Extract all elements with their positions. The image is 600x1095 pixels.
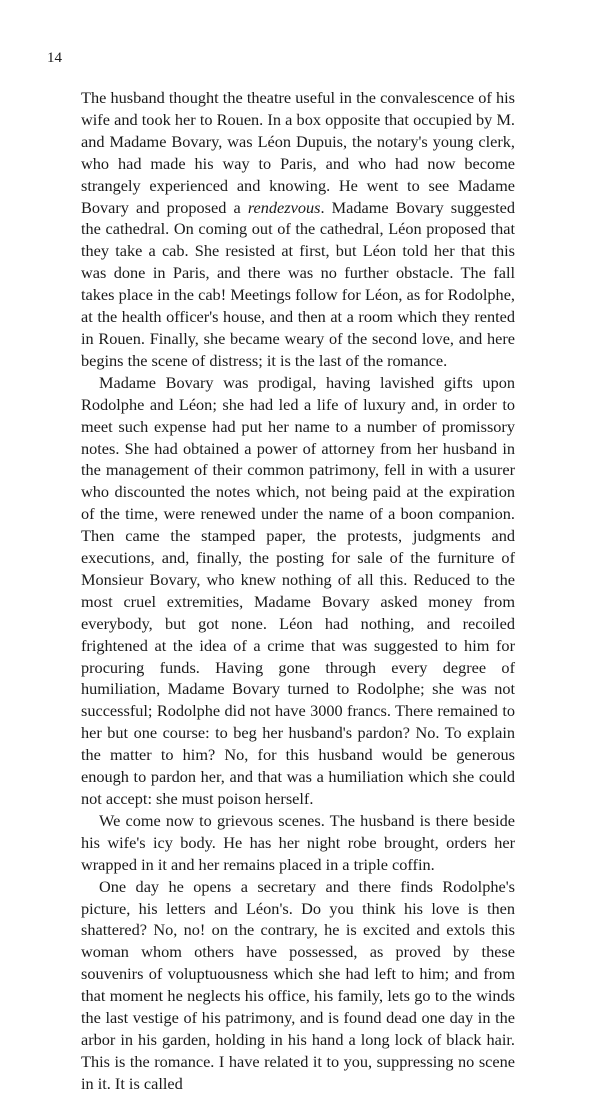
page-number: 14 bbox=[47, 50, 62, 66]
paragraph-3-text: We come now to grievous scenes. The husband is there beside his wife's icy body. He has her night robe brought, orders her wrapped in it and her remains placed in a triple coffin. bbox=[81, 810, 515, 874]
paragraph-3 bbox=[81, 810, 515, 876]
paragraph-4-text: One day he opens a secretary and there finds Rodolphe's picture, his letters and Léon's. Do you think his love is then shattered? No, no! on the contrary, he is excited and extols this woman whom others have possessed, as proved by these souvenirs of voluptuousness which she had left to him; and from that moment he neglects his office, his family, lets go to the winds the last vestige of his patrimony, and is found dead one day in the arbor in his garden, holding in his hand a long lock of black hair. This is the romance. I have related it to you, suppressing no scene in it. It is called bbox=[81, 876, 515, 1093]
paragraph-2 bbox=[81, 372, 515, 810]
paragraph-1-text-cont: . Madame Bovary suggested the cathedral. On coming out of the cathedral, Léon proposed that they take a cab. She resisted at first, but Léon told her that this was done in Paris, and there was no further obstacle. The fall takes place in the cab! Meetings follow for Léon, as for Rodolphe, at the health officer's house, and then at a room which they rented in Rouen. Finally, she became weary of the second love, and here begins the scene of distress; it is the last of the romance. bbox=[81, 197, 515, 370]
paragraph-2-text: Madame Bovary was prodigal, having lavished gifts upon Rodolphe and Léon; she had led a life of luxury and, in order to meet such expense had put her name to a number of promissory notes. She had obtained a power of attorney from her husband in the management of their common patrimony, fell in with a usurer who discounted the notes which, not being paid at the expiration of the time, were renewed under the name of a boon companion. Then came the stamped paper, the protests, judgments and executions, and, finally, the posting for sale of the furniture of Monsieur Bovary, who knew nothing of all this. Reduced to the most cruel extremities, Madame Bovary asked money from everybody, but got none. Léon had nothing, and recoiled frightened at the idea of a crime that was suggested to him for procuring funds. Having gone through every degree of humiliation, Madame Bovary turned to Rodolphe; she was not successful; Rodolphe did not have 3000 francs. There remained to her but one course: to beg her husband's pardon? No. To explain the matter to him? No, for this husband would be generous enough to pardon her, and that was a humiliation which she could not accept: she must poison herself. bbox=[81, 372, 515, 808]
body-text bbox=[81, 87, 515, 1095]
paragraph-4 bbox=[81, 876, 515, 1095]
paragraph-1 bbox=[81, 87, 515, 372]
paragraph-1-italic-term: rendezvous bbox=[247, 197, 321, 217]
paragraph-1-text: The husband thought the theatre useful in the convalescence of his wife and took her to Rouen. In a box opposite that occupied by M. and Madame Bovary, was Léon Dupuis, the notary's young clerk, who had made his way to Paris, and who had now become strangely experienced and knowing. He went to see Madame Bovary and proposed a bbox=[81, 88, 515, 217]
